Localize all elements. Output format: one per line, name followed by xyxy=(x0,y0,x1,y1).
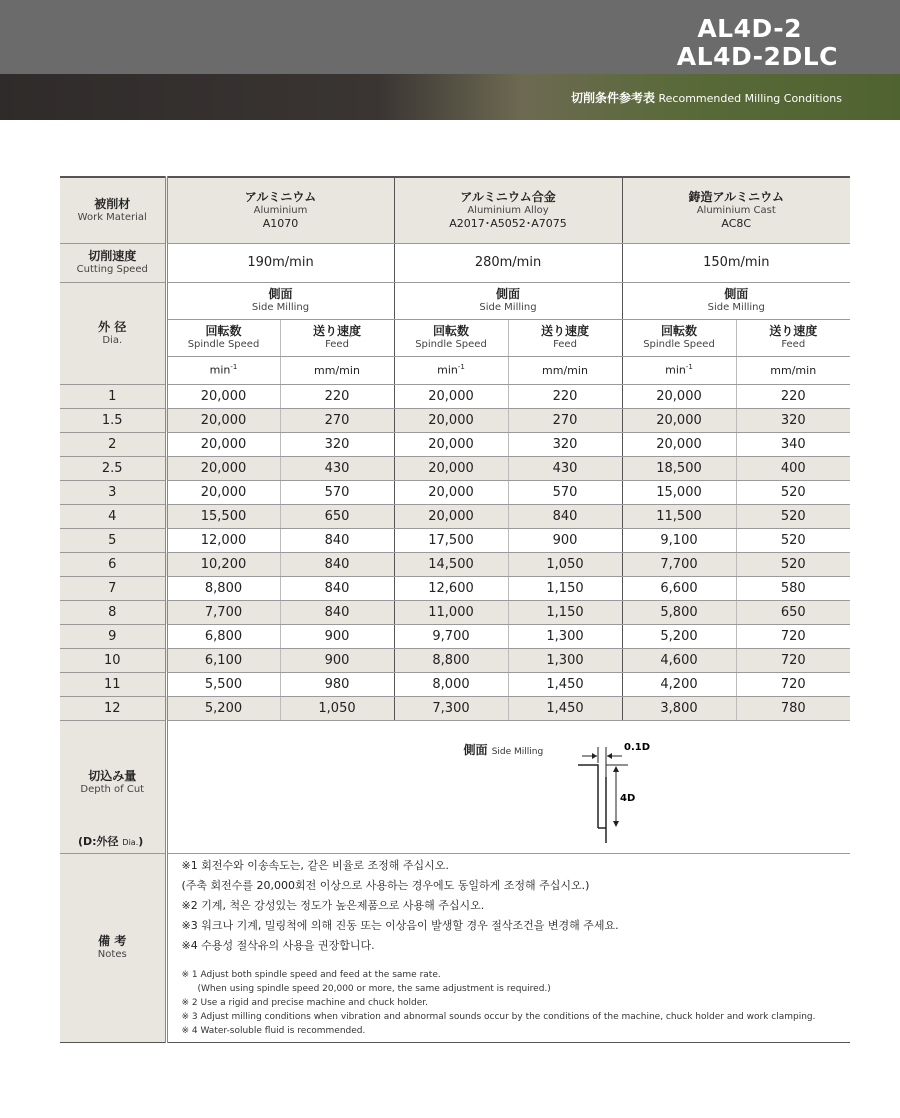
diagram-side-label: 側面 Side Milling xyxy=(463,742,544,757)
arrowhead xyxy=(592,753,597,759)
feed-cell: 520 xyxy=(736,504,850,528)
spindle-speed-cell: 14,500 xyxy=(394,552,508,576)
spindle-header: 回転数 Spindle Speed xyxy=(166,319,280,356)
feed-cell: 1,050 xyxy=(508,552,622,576)
feed-cell: 270 xyxy=(280,408,394,432)
feed-cell: 520 xyxy=(736,552,850,576)
material-1: アルミニウム Aluminium A1070 xyxy=(166,177,394,243)
dia-cell: 2 xyxy=(60,432,166,456)
unit-feed: mm/min xyxy=(508,356,622,384)
table-row xyxy=(60,600,850,624)
spindle-speed-cell: 15,500 xyxy=(166,504,280,528)
spindle-speed-cell: 6,800 xyxy=(166,624,280,648)
dia-cell: 1.5 xyxy=(60,408,166,432)
material-2: アルミニウム合金 Aluminium Alloy A2017･A5052･A7075 xyxy=(394,177,622,243)
note-kr: (주축 회전수를 20,000회전 이상으로 사용하는 경우에도 동일하게 조정해 주십시오.) xyxy=(181,878,590,892)
table-row xyxy=(60,696,850,720)
dia-cell: 3 xyxy=(60,480,166,504)
dia-cell: 12 xyxy=(60,696,166,720)
feed-header: 送り速度 Feed xyxy=(280,319,394,356)
feed-cell: 1,300 xyxy=(508,648,622,672)
feed-cell: 840 xyxy=(280,576,394,600)
feed-cell: 320 xyxy=(736,408,850,432)
feed-cell: 220 xyxy=(736,384,850,408)
cutting-speed-1: 190m/min xyxy=(166,243,394,282)
feed-cell: 220 xyxy=(280,384,394,408)
dia-cell: 1 xyxy=(60,384,166,408)
spindle-speed-cell: 20,000 xyxy=(166,432,280,456)
arrowhead xyxy=(613,766,619,772)
spindle-header: 回転数 Spindle Speed xyxy=(394,319,508,356)
depth-of-cut-diagram xyxy=(568,733,708,843)
spindle-speed-cell: 20,000 xyxy=(166,456,280,480)
table-row xyxy=(60,552,850,576)
depth-of-cut-label: 切込み量 Depth of Cut (D:外径 Dia.) xyxy=(60,720,166,853)
feed-cell: 840 xyxy=(508,504,622,528)
side-milling-header-3: 側面 Side Milling xyxy=(622,282,850,319)
feed-cell: 840 xyxy=(280,552,394,576)
note-kr: ※3 워크나 기계, 밀링척에 의해 진동 또는 이상음이 발생할 경우 절삭조건을 변경해 주세요. xyxy=(181,918,619,932)
note-kr: ※2 기계, 척은 강성있는 정도가 높은제품으로 사용해 주십시오. xyxy=(181,898,485,912)
spindle-speed-cell: 12,600 xyxy=(394,576,508,600)
subtitle-en: Recommended Milling Conditions xyxy=(658,92,842,105)
table-row xyxy=(60,504,850,528)
spindle-speed-cell: 18,500 xyxy=(622,456,736,480)
dia-cell: 9 xyxy=(60,624,166,648)
note-en: ※ 3 Adjust milling conditions when vibration and abnormal sounds occur by the conditions of the machine, chuck holder and work clamping. xyxy=(181,1011,816,1022)
spindle-speed-cell: 7,700 xyxy=(166,600,280,624)
work-material-label: 被削材 Work Material xyxy=(60,177,166,243)
spindle-speed-cell: 20,000 xyxy=(166,384,280,408)
material-row xyxy=(60,177,850,243)
feed-cell: 1,300 xyxy=(508,624,622,648)
unit-feed: mm/min xyxy=(736,356,850,384)
dia-cell: 4 xyxy=(60,504,166,528)
spindle-speed-cell: 9,100 xyxy=(622,528,736,552)
feed-cell: 650 xyxy=(736,600,850,624)
material-3: 鋳造アルミニウム Aluminium Cast AC8C xyxy=(622,177,850,243)
feed-cell: 340 xyxy=(736,432,850,456)
feed-cell: 220 xyxy=(508,384,622,408)
model-name-2: AL4D-2DLC xyxy=(676,42,838,71)
feed-cell: 580 xyxy=(736,576,850,600)
table-row xyxy=(60,576,850,600)
feed-header: 送り速度 Feed xyxy=(508,319,622,356)
feed-cell: 780 xyxy=(736,696,850,720)
feed-cell: 720 xyxy=(736,648,850,672)
feed-cell: 900 xyxy=(280,624,394,648)
feed-cell: 320 xyxy=(508,432,622,456)
spindle-speed-cell: 5,500 xyxy=(166,672,280,696)
feed-cell: 400 xyxy=(736,456,850,480)
side-milling-header-1: 側面 Side Milling xyxy=(166,282,394,319)
spindle-speed-cell: 20,000 xyxy=(394,432,508,456)
spindle-speed-cell: 20,000 xyxy=(166,408,280,432)
table-row xyxy=(60,432,850,456)
subtitle-jp: 切削条件参考表 xyxy=(571,91,656,105)
note-en: (When using spindle speed 20,000 or more, the same adjustment is required.) xyxy=(197,983,551,994)
feed-cell: 1,450 xyxy=(508,696,622,720)
spindle-speed-cell: 10,200 xyxy=(166,552,280,576)
feed-cell: 1,150 xyxy=(508,576,622,600)
feed-header: 送り速度 Feed xyxy=(736,319,850,356)
notes-row xyxy=(60,853,850,1042)
spindle-speed-cell: 20,000 xyxy=(394,504,508,528)
unit-rpm: $\min^{-1}$ xyxy=(622,356,736,384)
cutting-speed-row xyxy=(60,243,850,282)
table-row xyxy=(60,528,850,552)
table-row xyxy=(60,648,850,672)
workpiece-outline xyxy=(578,765,598,828)
spindle-speed-cell: 15,000 xyxy=(622,480,736,504)
note-kr: ※1 회전수와 이송속도는, 같은 비율로 조정해 주십시오. xyxy=(181,858,449,872)
dia-cell: 6 xyxy=(60,552,166,576)
feed-cell: 900 xyxy=(280,648,394,672)
feed-cell: 840 xyxy=(280,528,394,552)
spindle-speed-cell: 7,700 xyxy=(622,552,736,576)
note-en: ※ 1 Adjust both spindle speed and feed at the same rate. xyxy=(181,969,441,980)
dia-cell: 5 xyxy=(60,528,166,552)
spindle-speed-cell: 9,700 xyxy=(394,624,508,648)
spindle-speed-cell: 5,200 xyxy=(166,696,280,720)
spindle-speed-cell: 4,200 xyxy=(622,672,736,696)
spindle-speed-cell: 5,200 xyxy=(622,624,736,648)
spindle-speed-cell: 17,500 xyxy=(394,528,508,552)
notes-content xyxy=(166,853,850,1042)
arrowhead xyxy=(613,821,619,827)
dia-cell: 7 xyxy=(60,576,166,600)
feed-cell: 720 xyxy=(736,624,850,648)
feed-cell: 320 xyxy=(280,432,394,456)
spindle-speed-cell: 20,000 xyxy=(394,408,508,432)
cutting-speed-3: 150m/min xyxy=(622,243,850,282)
side-milling-row xyxy=(60,282,850,319)
spindle-speed-cell: 20,000 xyxy=(622,408,736,432)
spindle-speed-cell: 20,000 xyxy=(622,384,736,408)
cutting-speed-label: 切削速度 Cutting Speed xyxy=(60,243,166,282)
spindle-speed-cell: 5,800 xyxy=(622,600,736,624)
dia-cell: 10 xyxy=(60,648,166,672)
page-subtitle xyxy=(571,89,842,106)
cutting-speed-2: 280m/min xyxy=(394,243,622,282)
feed-cell: 430 xyxy=(280,456,394,480)
feed-cell: 1,150 xyxy=(508,600,622,624)
feed-cell: 840 xyxy=(280,600,394,624)
spindle-speed-cell: 3,800 xyxy=(622,696,736,720)
feed-cell: 980 xyxy=(280,672,394,696)
table-row xyxy=(60,480,850,504)
spindle-speed-cell: 20,000 xyxy=(166,480,280,504)
unit-feed: mm/min xyxy=(280,356,394,384)
data-rows xyxy=(60,384,850,720)
feed-cell: 520 xyxy=(736,480,850,504)
unit-row xyxy=(60,356,850,384)
feed-cell: 1,450 xyxy=(508,672,622,696)
side-milling-header-2: 側面 Side Milling xyxy=(394,282,622,319)
table-row xyxy=(60,672,850,696)
notes-en xyxy=(182,968,851,1038)
table-row xyxy=(60,456,850,480)
spindle-speed-cell: 8,800 xyxy=(394,648,508,672)
feed-cell: 650 xyxy=(280,504,394,528)
note-kr: ※4 수용성 절삭유의 사용을 권장합니다. xyxy=(181,938,375,952)
note-en: ※ 2 Use a rigid and precise machine and chuck holder. xyxy=(181,997,429,1008)
dia-cell: 8 xyxy=(60,600,166,624)
unit-rpm: $\min^{-1}$ xyxy=(394,356,508,384)
spindle-speed-cell: 4,600 xyxy=(622,648,736,672)
feed-cell: 900 xyxy=(508,528,622,552)
depth-of-cut-diagram-cell xyxy=(166,720,850,853)
arrowhead xyxy=(607,753,612,759)
spindle-speed-cell: 20,000 xyxy=(394,456,508,480)
spindle-speed-cell: 7,300 xyxy=(394,696,508,720)
feed-cell: 570 xyxy=(508,480,622,504)
table-row xyxy=(60,384,850,408)
feed-cell: 520 xyxy=(736,528,850,552)
table-row xyxy=(60,624,850,648)
spindle-speed-cell: 11,500 xyxy=(622,504,736,528)
feed-cell: 1,050 xyxy=(280,696,394,720)
radial-depth-label: 0.1D xyxy=(623,741,650,753)
spindle-speed-cell: 12,000 xyxy=(166,528,280,552)
note-en: ※ 4 Water-soluble fluid is recommended. xyxy=(181,1025,366,1036)
axial-depth-label: 4D xyxy=(619,792,635,804)
spindle-speed-cell: 6,100 xyxy=(166,648,280,672)
feed-cell: 430 xyxy=(508,456,622,480)
param-header-row xyxy=(60,319,850,356)
spindle-speed-cell: 20,000 xyxy=(394,384,508,408)
spindle-speed-cell: 20,000 xyxy=(394,480,508,504)
model-name-1: AL4D-2 xyxy=(697,14,802,43)
spindle-speed-cell: 8,000 xyxy=(394,672,508,696)
feed-cell: 570 xyxy=(280,480,394,504)
depth-of-cut-row xyxy=(60,720,850,853)
spindle-speed-cell: 20,000 xyxy=(622,432,736,456)
dia-cell: 11 xyxy=(60,672,166,696)
spindle-header: 回転数 Spindle Speed xyxy=(622,319,736,356)
feed-cell: 720 xyxy=(736,672,850,696)
dia-cell: 2.5 xyxy=(60,456,166,480)
notes-label: 備 考 Notes xyxy=(60,853,166,1042)
notes-kr xyxy=(182,856,851,956)
spindle-speed-cell: 6,600 xyxy=(622,576,736,600)
spindle-speed-cell: 11,000 xyxy=(394,600,508,624)
spindle-speed-cell: 8,800 xyxy=(166,576,280,600)
unit-rpm: $\min^{-1}$ xyxy=(166,356,280,384)
dia-label: 外 径 Dia. xyxy=(60,282,166,384)
dia-note: (D:外径 Dia.) xyxy=(78,834,144,848)
table-row xyxy=(60,408,850,432)
feed-cell: 270 xyxy=(508,408,622,432)
milling-conditions-table xyxy=(60,176,850,1043)
